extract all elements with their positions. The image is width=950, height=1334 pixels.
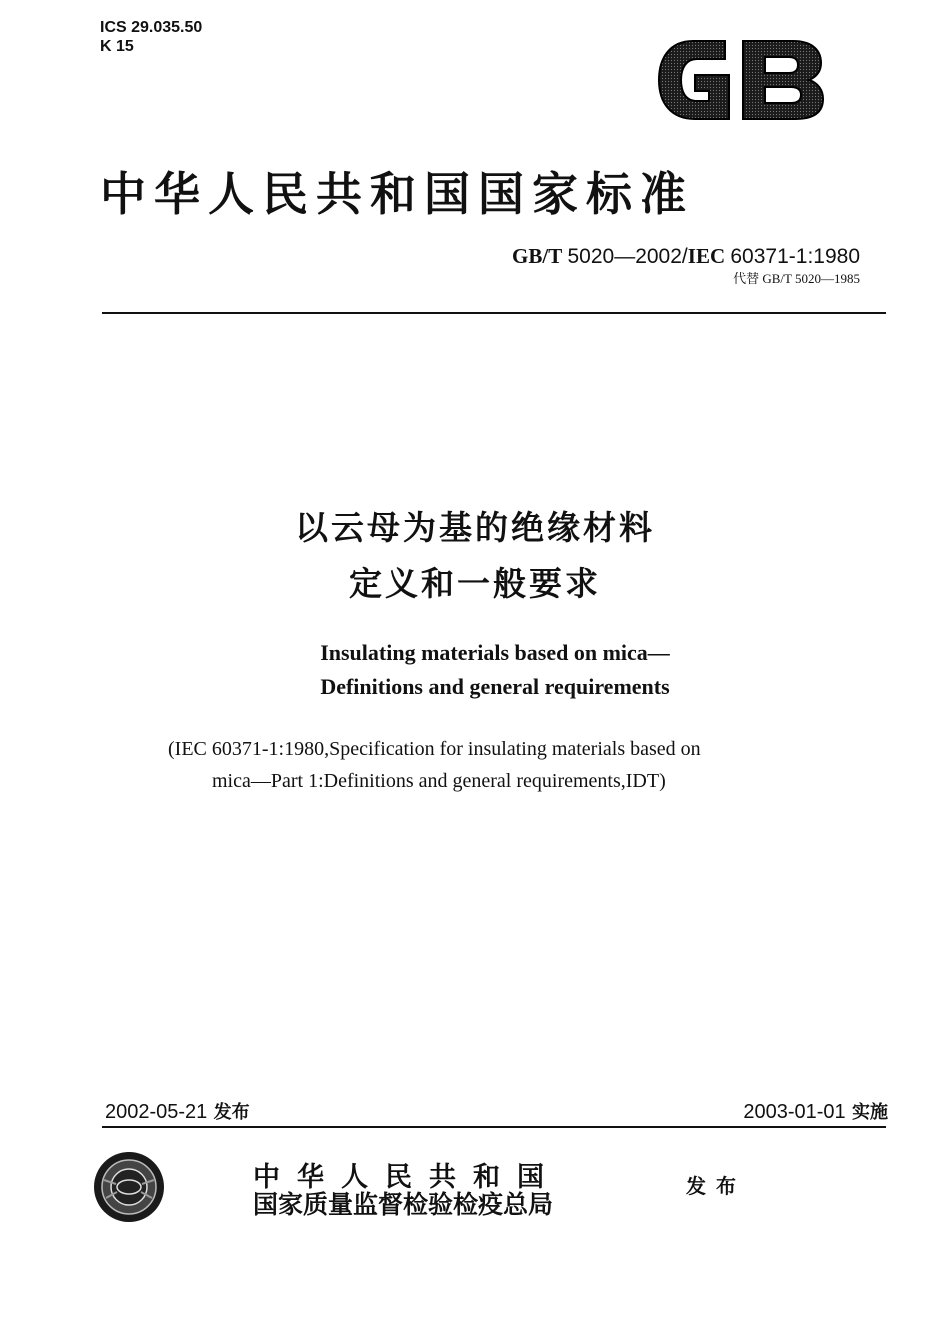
publish-label: 发布 — [686, 1174, 746, 1198]
gb-logo-text: GB — [655, 35, 657, 36]
publisher-line-2: 国家质量监督检验检疫总局 — [253, 1190, 554, 1219]
chinese-title-line-1: 以云母为基的绝缘材料 — [295, 508, 655, 547]
issue-date-label: 发布 — [213, 1102, 250, 1123]
iec-reference-line-2: mica—Part 1:Definitions and general requirements,IDT) — [212, 770, 666, 792]
standard-prefix: GB/T — [512, 244, 563, 268]
implementation-date — [743, 1098, 888, 1124]
issue-date — [105, 1098, 250, 1124]
national-standard-title: 中华人民共和国国家标准 — [100, 167, 694, 221]
standard-number — [512, 244, 860, 269]
english-title-line-1: Insulating materials based on mica— — [320, 640, 670, 665]
implementation-date-label: 实施 — [852, 1102, 888, 1123]
classification-codes — [100, 18, 202, 56]
iec-number-value: 60371-1:1980 — [730, 245, 860, 268]
bottom-divider — [102, 1126, 886, 1128]
chinese-title-line-2: 定义和一般要求 — [349, 564, 601, 603]
issue-date-value: 2002-05-21 — [105, 1101, 208, 1123]
standard-number-value: 5020—2002/ — [567, 245, 688, 268]
implementation-date-value: 2003-01-01 — [743, 1101, 846, 1123]
top-divider — [102, 312, 886, 314]
official-seal-icon — [92, 1150, 166, 1224]
iec-reference-line-1: (IEC 60371-1:1980,Specification for insulating materials based on — [168, 738, 701, 760]
publisher-line-1: 中华人民共和国 — [253, 1162, 561, 1193]
english-title-line-2: Definitions and general requirements — [320, 674, 670, 699]
replaces-standard: 代替 GB/T 5020—1985 — [733, 271, 860, 286]
iec-prefix: IEC — [687, 244, 726, 268]
gb-logo-icon — [655, 35, 827, 125]
ccs-code: K 15 — [100, 38, 134, 55]
ics-code: ICS 29.035.50 — [100, 19, 203, 36]
